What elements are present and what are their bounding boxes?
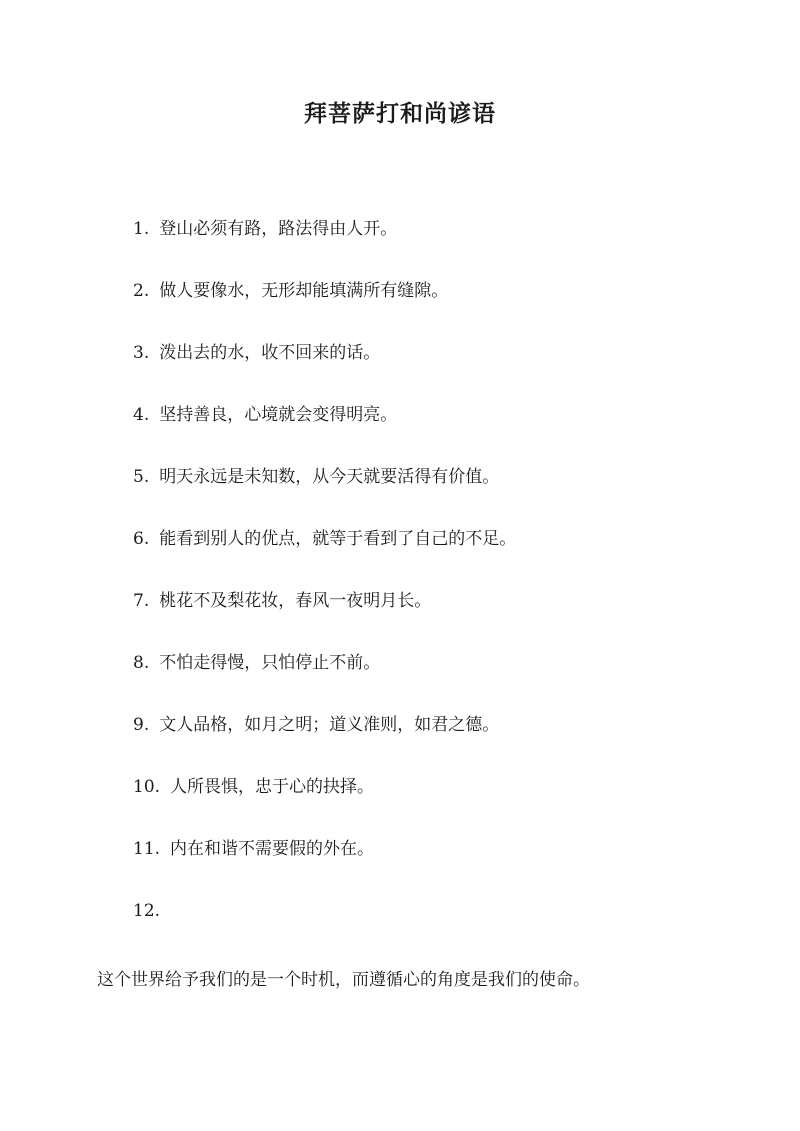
list-item: [133, 214, 516, 276]
item-number: 5.: [133, 467, 150, 487]
item-text: 不怕走得慢，只怕停止不前。: [159, 653, 381, 673]
item-number: 7.: [133, 591, 150, 611]
item-number: 10.: [133, 777, 161, 797]
list-item: [133, 710, 516, 772]
item-number: 9.: [133, 715, 150, 735]
item-text: 做人要像水，无形却能填满所有缝隙。: [159, 281, 449, 301]
document-title: 拜菩萨打和尚谚语: [304, 100, 496, 127]
item-number: 2.: [133, 281, 150, 301]
item-number: 4.: [133, 405, 150, 425]
item-text: 内在和谐不需要假的外在。: [170, 839, 375, 859]
closing-line: 这个世界给予我们的是一个时机，而遵循心的角度是我们的使命。: [97, 970, 590, 990]
list-item: [133, 338, 516, 400]
list-item: [133, 772, 516, 834]
item-text: 文人品格，如月之明；道义准则，如君之德。: [159, 715, 500, 735]
list-item: [133, 276, 516, 338]
item-number: 1.: [133, 219, 150, 239]
list-item: [133, 896, 516, 958]
list-item: [133, 834, 516, 896]
list-item: [133, 524, 516, 586]
item-text: 能看到别人的优点，就等于看到了自己的不足。: [159, 529, 517, 549]
item-number: 3.: [133, 343, 150, 363]
item-text: 明天永远是未知数，从今天就要活得有价值。: [159, 467, 500, 487]
list-item: [133, 586, 516, 648]
item-text: 人所畏惧，忠于心的抉择。: [170, 777, 375, 797]
item-text: 泼出去的水，收不回来的话。: [159, 343, 381, 363]
list-item: [133, 400, 516, 462]
list-item: [133, 462, 516, 524]
item-number: 11.: [133, 839, 161, 859]
item-text: 桃花不及梨花妆，春风一夜明月长。: [159, 591, 432, 611]
proverb-list: [133, 214, 516, 958]
list-item: [133, 648, 516, 710]
item-number: 8.: [133, 653, 150, 673]
item-number: 12.: [133, 901, 161, 921]
item-text: 登山必须有路，路法得由人开。: [159, 219, 398, 239]
item-text: 坚持善良，心境就会变得明亮。: [159, 405, 398, 425]
item-number: 6.: [133, 529, 150, 549]
